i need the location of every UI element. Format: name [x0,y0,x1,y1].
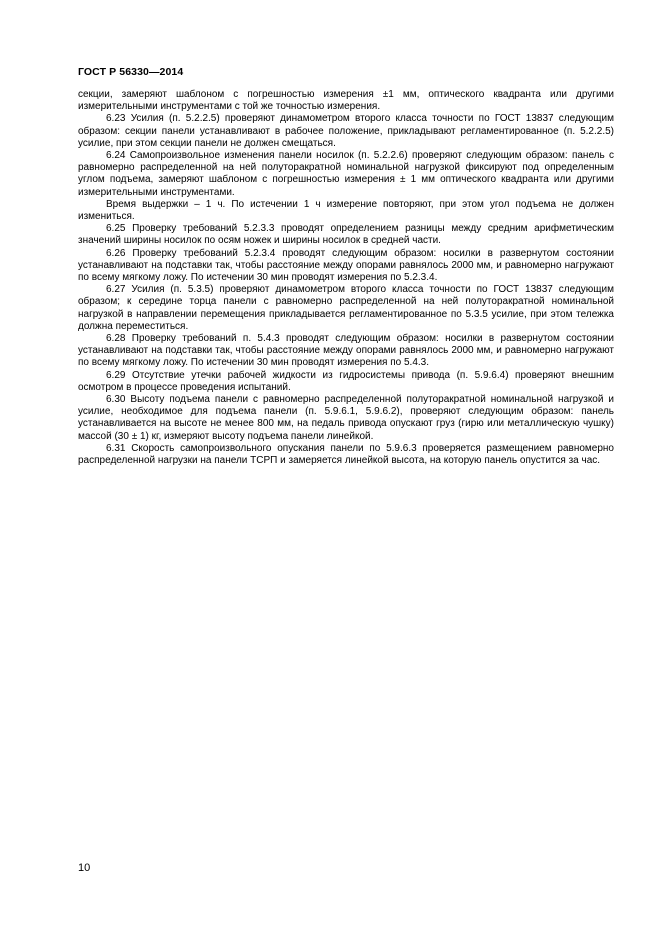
body-paragraph: Время выдержки – 1 ч. По истечении 1 ч измерение повторяют, при этом угол подъема не должен измениться. [78,198,614,223]
document-header: ГОСТ Р 56330—2014 [78,66,184,78]
page-number: 10 [78,862,91,874]
body-paragraph: секции, замеряют шаблоном с погрешностью измерения ±1 мм, оптического квадранта или другими измерительными инструментами с той же точностью измерения. [78,89,614,113]
body-paragraph: 6.23 Усилия (п. 5.2.2.5) проверяют динамометром второго класса точности по ГОСТ 13837 следующим образом: секции панели устанавливают в рабочее положение, прикладывают регламентированное (п. 5.2.2.5) усилие, при этом секции панели не должен смещаться. [78,113,614,149]
document-body [78,89,614,467]
body-paragraph: 6.28 Проверку требований п. 5.4.3 проводят следующим образом: носилки в развернутом состоянии устанавливают на подставки так, чтобы расстояние между опорами равнялось 2000 мм, и равномерно нагружают по всему мягкому ложу. По истечении 30 мин проводят измерения по 5.4.3. [78,333,614,369]
body-paragraph: 6.25 Проверку требований 5.2.3.3 проводят определением разницы между средним арифметическим значений ширины носилок по осям ножек и ширины носилок в средней части. [78,223,614,247]
body-paragraph: 6.31 Скорость самопроизвольного опускания панели по 5.9.6.3 проверяется размещением равномерно распределенной нагрузки на панели ТСРП и замеряется линейкой высота, на которую панель опустится за час. [78,442,614,467]
body-paragraph: 6.26 Проверку требований 5.2.3.4 проводят следующим образом: носилки в развернутом состоянии устанавливают на подставки так, чтобы расстояние между опорами равнялось 2000 мм, и равномерно нагружают по всему мягкому ложу. По истечении 30 мин проводят измерения по 5.2.3.4. [78,247,614,284]
body-paragraph: 6.30 Высоту подъема панели с равномерно распределенной полуторакратной номинальной нагрузкой и усилие, необходимое для подъема панели (п. 5.9.6.1, 5.9.6.2), проверяют следующим образом: панель устанавливается на высоте не менее 800 мм, на педаль привода опускают груз (гирю или металлическую чушку) массой (30 ± 1) кг, измеряют высоту подъема панели линейкой. [78,394,614,442]
body-paragraph: 6.29 Отсутствие утечки рабочей жидкости из гидросистемы привода (п. 5.9.6.4) проверяют внешним осмотром в процессе проведения испытаний. [78,369,614,393]
body-paragraph: 6.27 Усилия (п. 5.3.5) проверяют динамометром второго класса точности по ГОСТ 13837 следующим образом; к середине торца панели с равномерно распределенной на ней полуторакратной номинальной нагрузкой в направлении перемещения прикладывается регламентированное по 5.3.5 усилие, при этом тележка должна переместиться. [78,284,614,332]
body-paragraph: 6.24 Самопроизвольное изменения панели носилок (п. 5.2.2.6) проверяют следующим образом: панель с равномерно распределенной на ней полуторакратной номинальной нагрузкой фиксируют под определенным углом подъема, замеряют шаблоном с погрешностью измерения ± 1 мм оптического квадранта или другими измерительными инструментами. [78,150,614,198]
